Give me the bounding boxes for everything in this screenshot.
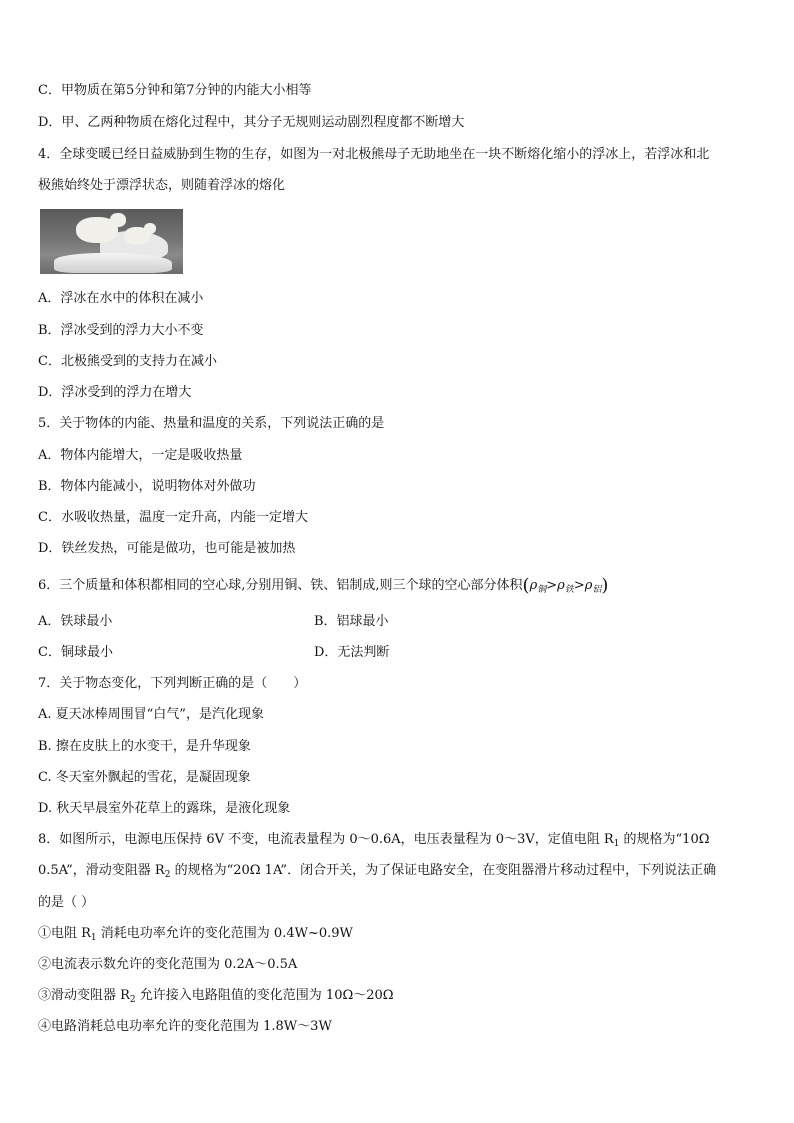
q8-stem-line2: [38, 863, 716, 879]
q6-option-d: D．无法判断: [314, 645, 390, 660]
rho-al: ρ: [584, 578, 593, 593]
sub-fe: 铁: [564, 585, 574, 595]
q8-stem-line2-a: 0.5A”，滑动变阻器 R: [38, 863, 165, 878]
ice-floe: [54, 253, 172, 273]
q5-option-b: B．物体内能减小，说明物体对外做功: [38, 479, 256, 494]
q8-stem-line2-b: 的规格为“20Ω 1A”．闭合开关，为了保证电路安全，在变阻器滑片移动过程中，下列说法正确: [170, 863, 717, 878]
q8-stem-line3: 的是（ ）: [38, 895, 95, 910]
q6-stem: [38, 575, 609, 596]
q7-option-a: A. 夏天冰棒周围冒“白气”，是汽化现象: [38, 707, 264, 722]
paren-open: (: [522, 575, 530, 596]
q8-statement-1-a: ①电阻 R: [38, 926, 91, 941]
q6-option-c: C．铜球最小: [38, 645, 113, 660]
r1-subscript-2: 1: [90, 933, 97, 943]
sub-cu: 铜: [537, 585, 547, 595]
density-relation: [522, 575, 609, 596]
q7-option-b: B. 擦在皮肤上的水变干，是升华现象: [38, 739, 251, 754]
q5-option-d: D．铁丝发热，可能是做功，也可能是被加热: [38, 541, 296, 556]
q4-option-a: A．浮冰在水中的体积在减小: [38, 291, 204, 306]
q8-statement-4: ④电路消耗总电功率允许的变化范围为 1.8W～3W: [38, 1019, 332, 1034]
q3-option-d: D．甲、乙两种物质在熔化过程中，其分子无规则运动剧烈程度都不断增大: [38, 115, 465, 130]
q4-option-c: C．北极熊受到的支持力在减小: [38, 354, 217, 369]
q8-stem-line1: [38, 832, 710, 848]
q5-option-a: A．物体内能增大，一定是吸收热量: [38, 448, 243, 463]
polar-bear-photo: [40, 209, 183, 274]
q8-statement-1: [38, 926, 353, 942]
q8-statement-3-b: 允许接入电路阻值的变化范围为 10Ω～20Ω: [135, 988, 394, 1003]
q7-stem: 7．关于物态变化，下列判断正确的是（ ）: [38, 676, 307, 691]
q5-option-c: C．水吸收热量，温度一定升高，内能一定增大: [38, 510, 308, 525]
r2-subscript: 2: [164, 870, 171, 880]
paren-close: ): [601, 575, 609, 596]
gt-1: >: [546, 578, 558, 593]
q8-stem-line1-a: 8．如图所示，电源电压保持 6V 不变，电流表量程为 0～0.6A，电压表量程为 0～3V，定值电阻 R: [38, 832, 614, 847]
rho-fe: ρ: [557, 578, 565, 593]
rho-cu: ρ: [529, 578, 538, 593]
r2-subscript-2: 2: [129, 995, 136, 1005]
q5-stem: 5．关于物体的内能、热量和温度的关系，下列说法正确的是: [38, 416, 385, 431]
q4-option-b: B．浮冰受到的浮力大小不变: [38, 323, 204, 338]
q3-option-c: C．甲物质在第5分钟和第7分钟的内能大小相等: [38, 83, 312, 98]
q8-statement-1-b: 消耗电功率允许的变化范围为 0.4W~0.9W: [96, 926, 353, 941]
r1-subscript: 1: [613, 839, 620, 849]
q8-statement-3-a: ③滑动变阻器 R: [38, 988, 130, 1003]
q6-option-b: B．铝球最小: [314, 614, 389, 629]
q4-stem-line2: 极熊始终处于漂浮状态，则随着浮冰的熔化: [38, 178, 286, 193]
q7-option-c: C. 冬天室外飘起的雪花，是凝固现象: [38, 770, 251, 785]
bear-mother-head: [110, 213, 126, 227]
bear-cub-head: [144, 223, 156, 234]
sub-al: 铝: [592, 585, 602, 595]
gt-2: >: [573, 578, 585, 593]
q8-statement-3: [38, 988, 394, 1004]
q8-stem-line1-b: 的规格为“10Ω: [619, 832, 710, 847]
q4-stem-line1: 4．全球变暖已经日益威胁到生物的生存，如图为一对北极熊母子无助地坐在一块不断熔化缩小的浮冰上，若浮冰和北: [38, 147, 710, 162]
q7-option-d: D. 秋天早晨室外花草上的露珠，是液化现象: [38, 801, 291, 816]
q4-option-d: D．浮冰受到的浮力在增大: [38, 385, 192, 400]
q8-statement-2: ②电流表示数允许的变化范围为 0.2A～0.5A: [38, 957, 298, 972]
q6-stem-text: 6．三个质量和体积都相同的空心球,分别用铜、铁、铝制成,则三个球的空心部分体积: [38, 578, 523, 593]
q6-option-a: A．铁球最小: [38, 614, 113, 629]
